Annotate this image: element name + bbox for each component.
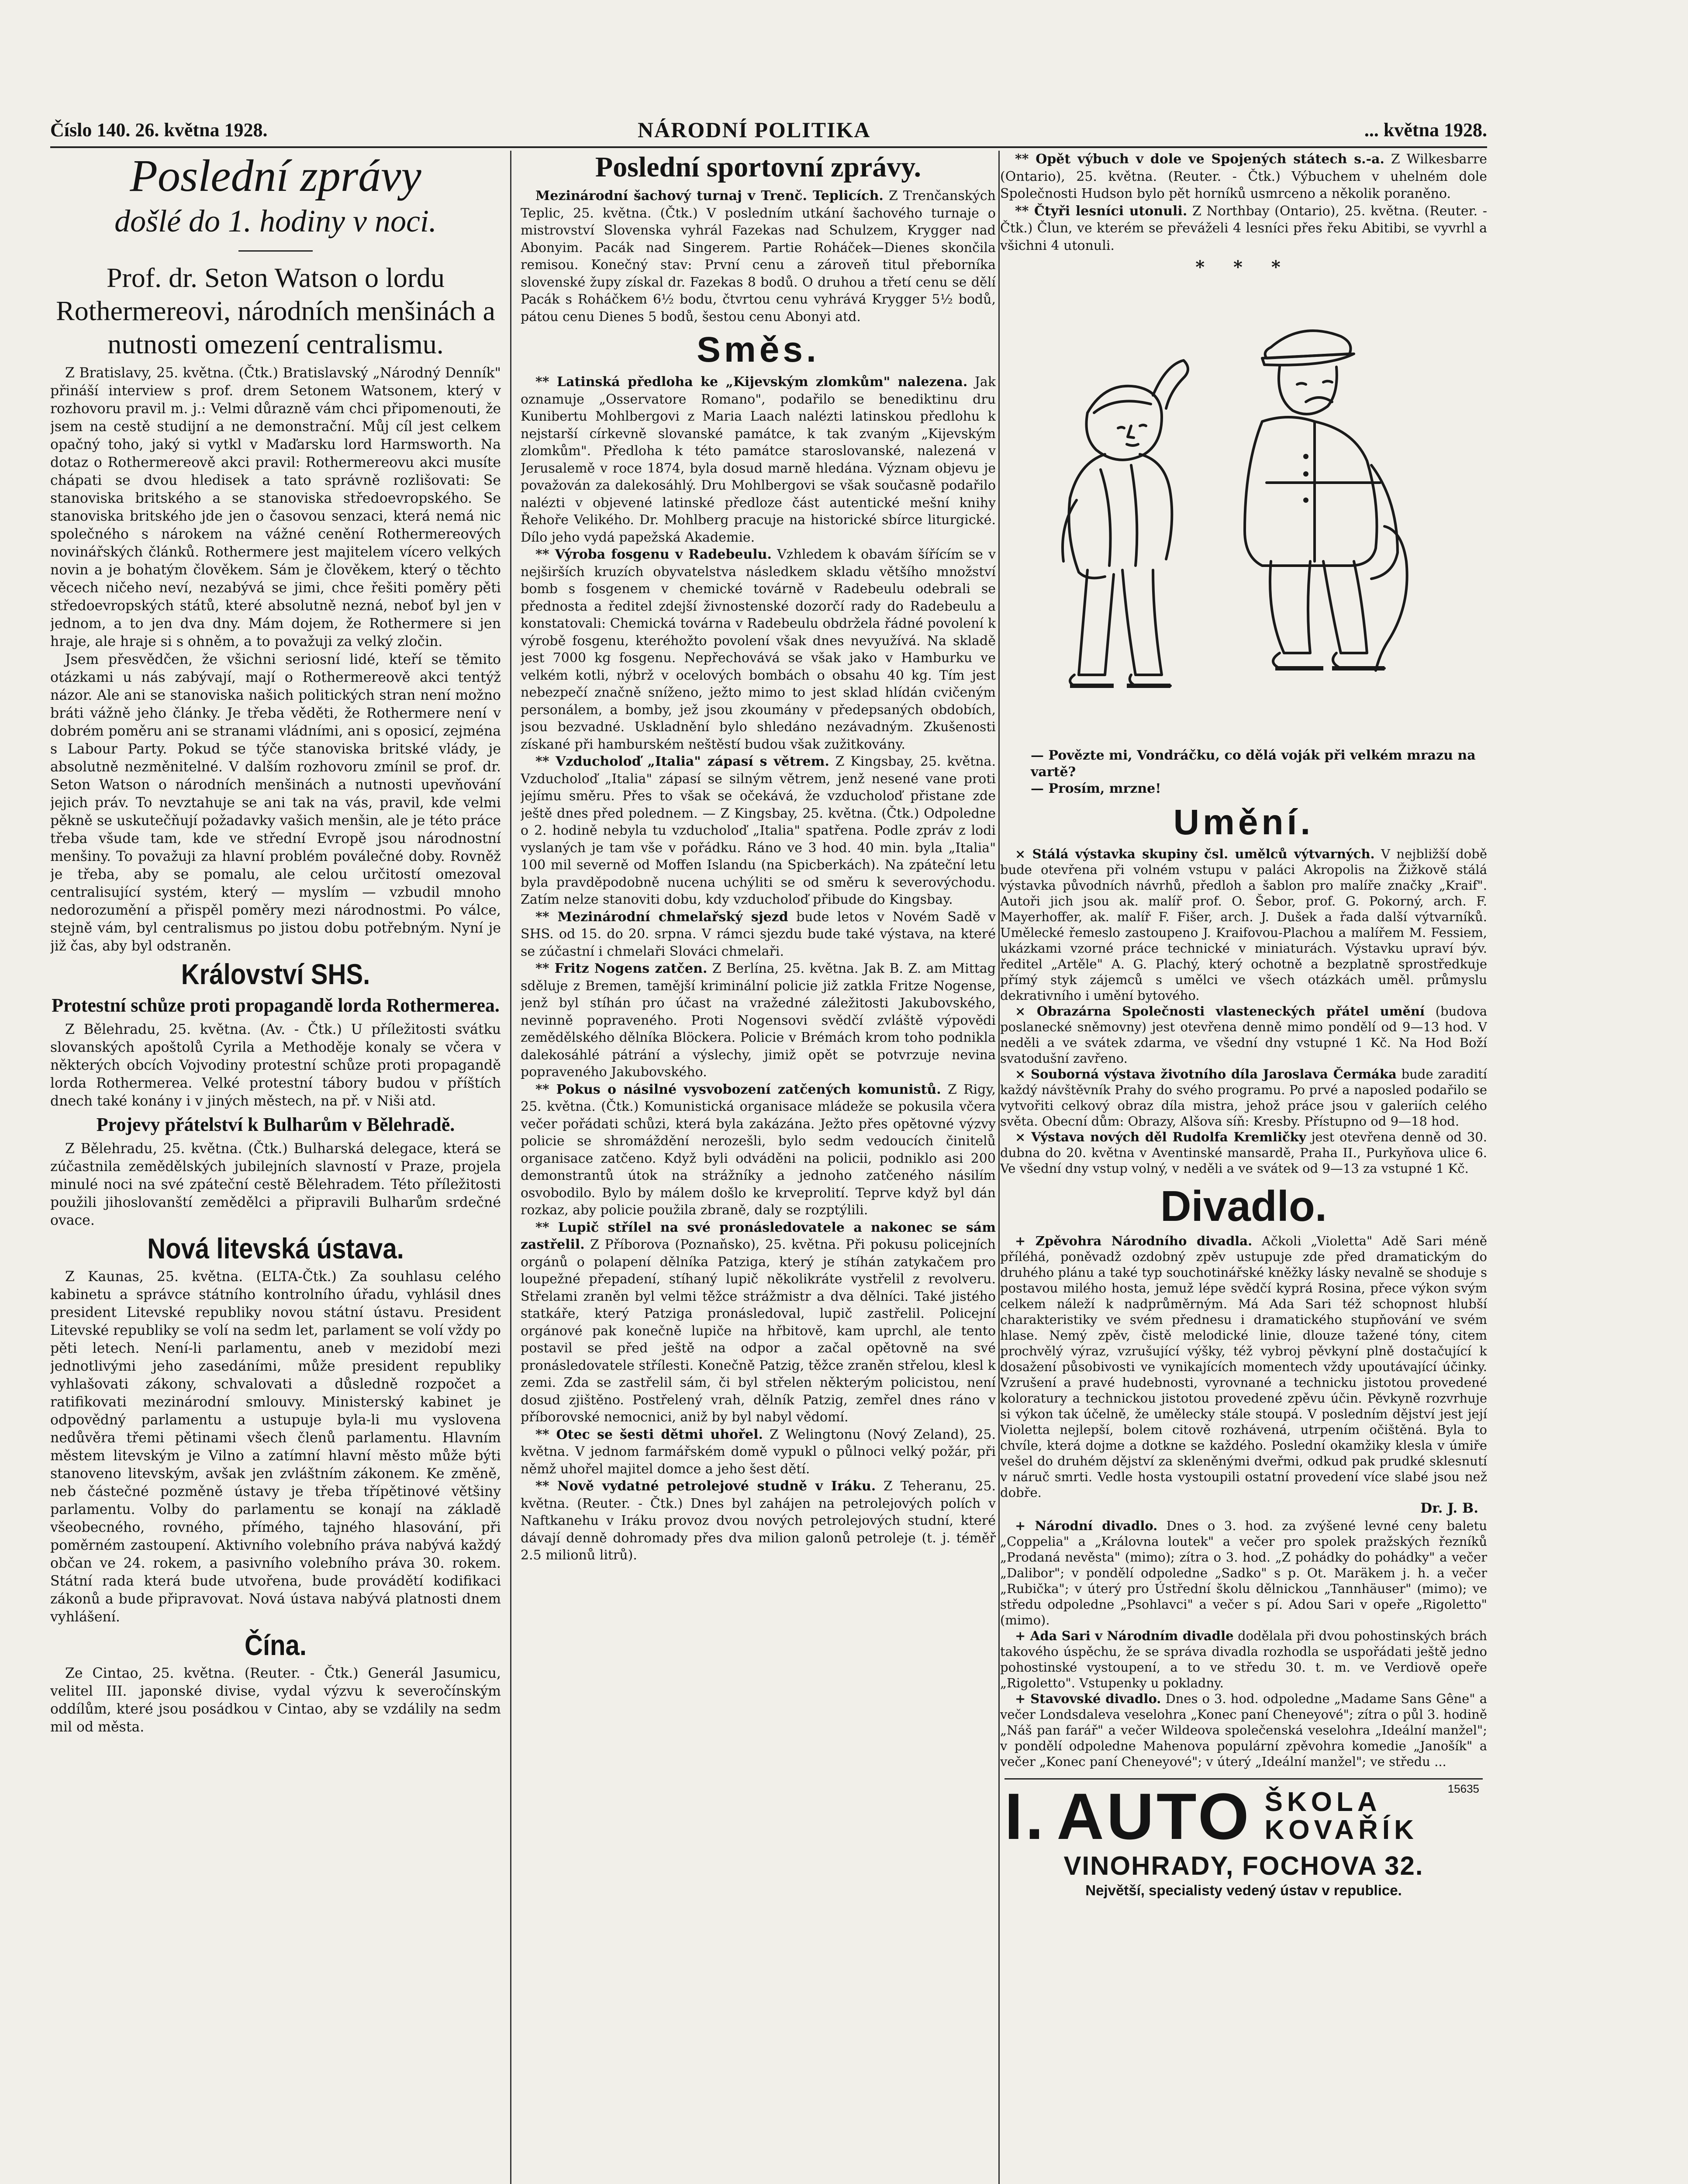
news-item bbox=[521, 1478, 996, 1564]
news-lead: ** Otec se šesti dětmi uhořel. bbox=[535, 1427, 763, 1442]
masthead: NÁRODNÍ POLITIKA bbox=[638, 117, 871, 142]
news-lead: ** Mezinárodní chmelařský sjezd bbox=[535, 909, 788, 925]
latest-news-title: Poslední zprávy bbox=[130, 151, 421, 201]
news-item bbox=[521, 753, 996, 909]
theatre-body: dodělala při dvou pohostinských brách takového úspěchu, že se správa divadla rozhodla se uspořádati ještě jedno pohostinské vystoupení, a to ve středu 30. t. m. ve Verdiově opeře „Rigoletto". Vstupenky u pokladny. bbox=[1000, 1628, 1487, 1690]
column-middle bbox=[521, 151, 996, 2184]
news-lead: ** Vzducholoď „Italia" zápasí s větrem. bbox=[535, 754, 829, 769]
news-lead: ** Lupič střílel na své pronásledovatele a nakonec se sám zastřelil. bbox=[521, 1220, 996, 1252]
art-body: jest otevřena denně od 30. dubna do 20. května v Aventinské mansardě, Praha II., Purkyňova ulice 6. Ve všední dny vstup volný, v neděli a ve svátek od 9—13 za vstupné 1 Kč. bbox=[1000, 1130, 1487, 1176]
theatre-body: Dnes o 3. hod. odpoledne „Madame Sans Gêne" a večer Londsdaleva veselohra „Konec paní Cheneyové"; zítra o půl 3. hodině „Náš pan farář" a večer Wildeova společenská veselohra „Ideální manžel"; v pondělí odpoledne Mahenova populární zpěvohra komedie „Janošík" a večer „Konec paní Cheneyové"; v úterý „Ideální manžel"; ve středu ... bbox=[1000, 1691, 1487, 1769]
news-body: Z Wilkesbarre (Ontario), 25. května. (Reuter. - Čtk.) Výbuchem v uhelném dole Společnosti Hudson bylo pět horníků usmrceno a několik poraněno. bbox=[1000, 152, 1487, 201]
theatre-heading: Divadlo. bbox=[1160, 1182, 1327, 1230]
news-item bbox=[521, 960, 996, 1081]
watson-article-cont: Jsem přesvědčen, že všichni seriosní lidé, kteří se těmito otázkami u nás zabývají, mají o Rothermereově akci tentýž názor. Ale ani se stanoviska našich politických stran není možno bráti vážně jeho články. Je třeba věděti, že Rothermere není v dobrém poměru ani se stranami vládními, ani s oposicí, zejména s Labour Party. Pokud se týče stanoviska britské vlády, je absolutně nezměnitelné. V dalším rozhovoru zmínil se prof. dr. Seton Watson o národních menšinách a nutnosti upevňování jejich práv. To nevztahuje se ani tak na vás, pravil, kde velmi pěkně se uskutečňují požadavky vašich menšin, ale je této práce třeba všude tam, kde ve střední Evropě jsou národnostní menšiny. To považuji za hlavní problém poválečné doby. Rovněž je třeba, aby se pomalu, ale celou určitostí omezoval centralisující systém, který — myslím — vzbudil mnoho nedorozumění a přispěl poměry mezi národnostmi. Po válce, stejně vám, byl centralismus po jistou dobu potřebným. Nyní je již čas, aby byl odstraněn. bbox=[50, 652, 501, 954]
driving-school-advertisement bbox=[1005, 1778, 1483, 1900]
theatre-lead: + Zpěvohra Národního divadla. bbox=[1015, 1234, 1253, 1248]
news-lead: ** Nově vydatné petrolejové studně v Iráku. bbox=[535, 1479, 876, 1494]
section-dots: * * * bbox=[1195, 257, 1292, 277]
bulgaria-subheading: Projevy přátelství k Bulharům v Bělehradě. bbox=[96, 1114, 455, 1135]
latest-news-subtitle: došlé do 1. hodiny v noci. bbox=[114, 204, 437, 238]
theatre-item bbox=[1000, 1691, 1487, 1769]
issue-date: Číslo 140. 26. května 1928. bbox=[50, 119, 268, 141]
shs-article: Z Bělehradu, 25. května. (Av. - Čtk.) U příležitosti svátku slovanských apoštolů Cyrila a Methoděje konaly se včera v některých obcích Vojvodiny protestní schůze proti propagandě lorda Rothermerea. Velké protestní tábory budou v příštích dnech také konány i v jiných městech, na př. v Niši atd. bbox=[50, 1022, 501, 1109]
news-lead: ** Fritz Nogens zatčen. bbox=[535, 961, 708, 976]
news-body: Z Příborova (Poznaňsko), 25. května. Při pokusu policejních orgánů o polapení dělníka Patziga, který je stíhán zatykačem pro loupežné přepadení, stíhaný lupič několikráte vystřelil z revolveru. Střelami zraněn byl velmi těžce strážmistr a dva dělníci. Také jistého statkáře, který Patziga pronásledoval, lupič zastřelil. Policejní orgánové pak konečně lupiče na hřbitově, kam uprchl, ale tento postavil se před ještě na odpor a začal opětovně na své pronásledovatele střílesti. Konečně Patzig, těžce zraněn střelou, klesl k zemi. Zda se zastřelil sám, či byl střelen některým policistou, není dosud zjištěno. Postřelený vrah, dělník Patzig, zemřel dnes ráno v příborovské nemocnici, aniž by byl nabyl vědomí. bbox=[521, 1237, 996, 1425]
column-divider bbox=[510, 151, 511, 2184]
news-body: Z Welingtonu (Nový Zeland), 25. května. V jednom farmářském domě vypukl o půlnoci velký požár, při němž uhořel majitel domce a jeho šest dětí. bbox=[521, 1427, 996, 1477]
art-item bbox=[1000, 1003, 1487, 1066]
art-item bbox=[1000, 1129, 1487, 1176]
shs-heading: Království SHS. bbox=[181, 958, 370, 990]
theatre-body: Dnes o 3. hod. za zvýšené levné ceny baletu „Coppelia" a „Královna loutek" a večer pro spolek pražských řezníků „Prodaná nevěsta" (mimo); zítra o 3. hod. „Z pohádky do pohádky" a večer „Dalibor"; v pondělí odpoledne „Sadko" s p. Ot. Maräkem j. h. a večer „Rubička"; v úterý pro Ústřední školu dělnickou „Tannhäuser" (mimo); ve středu odpoledne „Psohlavci" a večer s pí. Adou Sari v opeře „Rigoletto" (mimo). bbox=[1000, 1518, 1487, 1628]
watson-headline: Prof. dr. Seton Watson o lordu Rothermereovi, národních menšinách a nutnosti omezení centralismu. bbox=[56, 262, 495, 359]
news-item bbox=[521, 373, 996, 546]
news-item bbox=[521, 1426, 996, 1478]
page-header bbox=[50, 114, 1487, 149]
news-body: bude letos v Novém Sadě v SHS. od 15. do 20. srpna. V rámci sjezdu bude také výstava, na které se zúčastní i chmelaři Slováci chmelaři. bbox=[521, 909, 996, 959]
theatre-item bbox=[1000, 1233, 1487, 1500]
art-heading: Umění. bbox=[1173, 802, 1314, 842]
news-body: Vzhledem k obavám šířícím se v nejširších kruzích obyvatelstva následkem skladu většího množství bomb s fosgenem v chemické továrně v Radebeulu odebrali se přednosta a ředitel zdejší živnostenské dozorčí rady do Radebeulu a konstatovali: Chemická továrna v Radebeulu obdržela řádné povolení k výrobě fosgenu, kteréhožto povolení však dnes nevyužívá. Na skladě jest 7000 kg fosgenu. Nepřechovává se však jako v Hamburku ve velkém kotli, nýbrž v ocelových bombách o obsahu 40 kg. Tím jest nebezpečí značně sníženo, ježto mimo to jest sklad hlídán cvičeným personálem, a bomby, jež jsou zkoumány v předepsaných obdobích, jsou bezvadné. Uskladnění bylo shledáno nezávadným. Zkušenosti získané při hamburském neštěstí budou však zužitkovány. bbox=[521, 547, 996, 752]
ad-skola: ŠKOLA bbox=[1264, 1787, 1381, 1817]
mix-heading: Směs. bbox=[697, 330, 820, 370]
theatre-lead: + Stavovské divadlo. bbox=[1015, 1691, 1161, 1706]
ad-stack bbox=[1265, 1788, 1418, 1844]
china-article: Ze Cintao, 25. května. (Reuter. - Čtk.) Generál Jasumicu, velitel III. japonské divise, vydal výzvu k severočínským oddílům, které jsou posádkou v Cintao, aby se vzdálily na sedm mil od města. bbox=[50, 1666, 501, 1735]
art-body: (budova poslanecké sněmovny) jest otevřena denně mimo pondělí od 9—13 hod. V neděli a ve svátek zdarma, ve všední dny vstupné 1 Kč. Na Hod Boží svatodušní zavřeno. bbox=[1000, 1004, 1487, 1066]
ad-auto: AUTO bbox=[1056, 1780, 1252, 1853]
ad-roman: I. bbox=[1005, 1780, 1046, 1853]
theatre-lead: + Národní divadlo. bbox=[1015, 1518, 1158, 1533]
art-lead: × Výstava nových děl Rudolfa Kremličky bbox=[1015, 1130, 1306, 1144]
column-divider bbox=[998, 151, 1000, 2184]
chess-body: Z Trenčanských Teplic, 25. května. (Čtk.) V posledním utkání šachového turnaje o mistrovství Slovenska vyhrál Fazekas nad Schulzem, Krygger nad Abonyim. Pacák nad Singerem. Partie Roháček—Dienes skončila remisou. Konečný stav: První cenu a zároveň titul přeborníka slovenské župy získal dr. Fazekas 8 bodů. O druhou a třetí cenu se dělí Pacák s Roháčkem 6½ bodu, čtvrtou cenu vyhrává Krygger 5½ bodů, pátou cenu Dienes 5 bodů, šestou cenu Abonyi atd. bbox=[521, 188, 996, 325]
header-rule bbox=[50, 146, 1487, 148]
news-item bbox=[521, 909, 996, 961]
bulgaria-article: Z Bělehradu, 25. května. (Čtk.) Bulharská delegace, která se zúčastnila zemědělských jubilejních slavností v Praze, projela minulé noci na své zpáteční cestě Bělehradem. Této příležitosti použili jihoslovanští zemědělci a připravili Bulharům srdečné ovace. bbox=[50, 1141, 501, 1228]
ad-title-row bbox=[1005, 1781, 1483, 1851]
theatre-lead: + Ada Sari v Národním divadle bbox=[1015, 1628, 1234, 1643]
news-lead: ** Čtyři lesníci utonuli. bbox=[1015, 203, 1187, 219]
news-body: Z Berlína, 25. května. Jak B. Z. am Mittag sděluje z Bremen, tamější kriminální policie již zatkla Fritze Nogense, jenž byl stíhán pro účast na vražedné záležitosti Jakubovského, nevinně popraveného. Proti Nogensovi svědčí zvláště výpovědi zemědělského dělníka Blöckera. Policie v Brémách krom toho podnikla dalekosáhlé pátrání a výslechy, jimiž opět se potvrzuje nevina popraveného Jakubovského. bbox=[521, 961, 996, 1080]
news-item bbox=[1000, 203, 1487, 255]
ad-number: 15635 bbox=[1447, 1782, 1479, 1795]
art-body: bude zaradití každý návštěvník Prahy do svého programu. Po prvé a naposled podařilo se vytvořiti celkový obraz díla mistra, jehož práce jsou v galeriích celého světa. Obecní dům: Obrazy, Alšova síň: Kresby. Přístupno od 9—18 hod. bbox=[1000, 1067, 1487, 1129]
art-lead: × Obrazárna Společnosti vlasteneckých přátel umění bbox=[1015, 1004, 1425, 1019]
watson-article: Z Bratislavy, 25. května. (Čtk.) Bratislavský „Národný Denník" přináší interview s prof. drem Setonem Watsonem, který v rozhovoru pravil m. j.: Velmi důrazně vám chci připomenouti, že jsem na cestě studijní a ne demonstrační. Můj cíl jest celkem opačný toho, jaký si vytkl v Maďarsku lord Harmsworth. Na dotaz o Rothermereově akci pravil: Rothermereovu akci musíte chápati se dvou hledisek a tato správně rozlišovati: Se stanoviska britského a se stanoviska středoevropského. Se stanoviska britského jde jen o časovou senzaci, která nemá nic společného s nárokem na vážné cenění Rothermereových novinářských článků. Rothermere jest majitelem vícero velkých novin a je bohatým člověkem. Sám je člověkem, který o těchto věcech ničeho neví, nezabývá se jimi, chce řešiti poměry pěti středoevropských států, které absolutně nezná, neboť byl jen v jednom, a to jen dva dny. Mám dojem, že Rothermere si jen hraje, ale hraje si s ohněm, a to považuji za velký zločin. bbox=[50, 365, 501, 650]
chess-lead: Mezinárodní šachový turnaj v Trenč. Teplicích. bbox=[535, 188, 884, 204]
ad-kovarik: KOVAŘÍK bbox=[1264, 1815, 1418, 1845]
news-item bbox=[1000, 151, 1487, 203]
art-lead: × Souborná výstava životního díla Jaroslava Čermáka bbox=[1015, 1067, 1397, 1082]
news-body: Z Kingsbay, 25. května. Vzducholoď „Italia" zápasí se silným větrem, jenž nesené vane proti jejímu směru. Přes to však se očekává, že vzducholoď přistane zde ještě dnes před polednem. — Z Kingsbay, 25. května. (Čtk.) Odpoledne o 2. hodině nebyla tu vzducholoď „Italia" spatřena. Podle zpráv z lodi vyslaných je tam vše v pořádku. Ráno ve 3 hod. 40 min. byla „Italia" 100 mil severně od Moffen Islandu (na Spicberkách). Na zpáteční letu byla pravděpodobně nucena uchýliti se od směru k severovýchodu. Zatím nelze stanoviti dobu, kdy vzducholoď přibude do Kingsbay. bbox=[521, 754, 996, 907]
cartoon-caption-answer: — Prosím, mrzne! bbox=[1031, 781, 1161, 796]
art-item bbox=[1000, 1066, 1487, 1129]
news-lead: ** Pokus o násilné vysvobození zatčených komunistů. bbox=[535, 1082, 941, 1097]
theatre-body: Ačkoli „Violetta" Adě Sari méně příléhá, poněvadž ozdobný zpěv ustupuje zde před dramatickým do druhého plánu a také typ souchotinářské kněžky lásky nevalně se shoduje s postavou milého hosta, jemuž lépe svědčí kyprá Rosina, přece výkon svým celkem náleží k nadprůměrným. Má Ada Sari též schopnost hlubší charakteristiky ve svém přednesu i dramatického stupňování ve svém hlase. Nemý zpěv, čistě melodické linie, dlouze tažené tóny, citem prochvělý výraz, vzrušující výšky, též vybroj pěvkyní plně dostačující k dosažení působivosti ve vynikajících momentech vždy upoutávající účinky. Vzrušení a pravé hudebnosti, vyrovnané a technicku jistotou provedené koloratury a technickou jistotou provedené zpěvu účin. Pěvkyně rozvrhuje si výkon tak účelně, že umělecky stále stoupá. V posledním dějství jest její Violetta nejlepší, bolem citově rozhávená, utrpením očištěná. Byla to chvíle, která dojme a dotkne se každého. Poslední okamžiky klesla v úmiře vešel do druhém dějství za skleněnými dveřmi, odkud pak prudké sklesnutí v náruč smrti. Vedle hosta vystoupili ostatní provedení více slabé jsou než dobře. bbox=[1000, 1234, 1487, 1500]
shs-subheading: Protestní schůze proti propagandě lorda Rothermerea. bbox=[52, 995, 500, 1016]
theatre-item bbox=[1000, 1518, 1487, 1628]
news-body: Jak oznamuje „Osservatore Romano", podařilo se benediktinu dru Kunibertu Mohlbergovi z Maria Laach nalézti latinskou předlohu k nejstarší církevně slovanské památce, k tak zvaným „Kijevským zlomkům". Předloha k této památce staroslovanské, nalezená v Jerusalemě v roce 1874, byla dosud marně hledána. Význam objevu je považován za dalekosáhlý. Dru Mohlbergovi se však současně podařilo nalézti v objevené latinské předloze část autentické mešní knihy Řehoře Velikého. Dr. Mohlberg pracuje na historické sbírce liturgické. Dílo jeho vydá papežská Akademie. bbox=[521, 374, 996, 545]
sport-heading: Poslední sportovní zprávy. bbox=[595, 151, 922, 183]
lithuania-article: Z Kaunas, 25. května. (ELTA-Čtk.) Za souhlasu celého kabinetu a správce státního kontrolního úřadu, vyhlásil dnes president Litevské republiky novou státní ústavu. President Litevské republiky se volí na sedm let, parlament se volí vždy po pěti letech. Není-li parlamentu, aneb v mezidobí mezi jednotlivými jeho zasedáními, může president republiky vyhlašovati zákony, schvalovati a důsledně rozpočet a ratifikovati mezinárodní smlouvy. Ministerský kabinet je odpovědný parlamentu a ustupuje byla-li mu vyslovena nedůvěra třemi pětinami všech členů parlamentu. Hlavním městem litevským je Vilno a zatímní hlavní město může býti stanoveno litevským, avšak jen zvláštním zákonem. Ke změně, neb částečné pozměně ústavy je třeba třípětinové většiny parlamentu. Volby do parlamentu se konají na základě všeobecného, rovného, přímého, tajného hlasování, při poměrném zastoupení. Aktivního volebního práva nabývá každý občan ve 24. rokem, a pasivního volebního práva 30. rokem. Státní rada která bude utvořena, bude provádětí kodifikaci zákonů a bude připravovat. Nová ústava nabývá platnosti dnem vyhlášení. bbox=[50, 1269, 501, 1625]
news-body: Z Rigy, 25. května. (Čtk.) Komunistická organisace mládeže se pokusila včera večer pořádati schůzi, která byla zakázána. Ježto přes opětovné výzvy policie se shromáždění nerozešli, bylo sedm vedoucích činitelů organisace zatčeno. Když byli odváděni na policii, podniklo asi 200 demonstrantů útok na strážníky a jednoho zatčeného násilím osvobodilo. Bylo by málem došlo ke krveprolití. Teprve když byl dán rozkaz, aby policie použila zbraně, daly se rozptýlili. bbox=[521, 1082, 996, 1218]
news-item bbox=[521, 1081, 996, 1219]
ad-address: VINOHRADY, FOCHOVA 32. bbox=[1063, 1851, 1424, 1880]
lithuania-heading: Nová litevská ústava. bbox=[147, 1232, 404, 1265]
news-body: Z Teheranu, 25. května. (Reuter. - Čtk.) Dnes byl zahájen na petrolejových polích v Naftkanehu v Iráku provoz dvou nových petrolejových studní, které dávají denně dohromady přes dva milion galonů petroleje (t. j. téměř 2.5 milionů litrů). bbox=[521, 1479, 996, 1563]
theatre-item bbox=[1000, 1628, 1487, 1691]
news-item bbox=[521, 546, 996, 753]
news-body: Z Northbay (Ontario), 25. května. (Reuter. - Čtk.) Člun, ve kterém se převáželi 4 lesníci přes řeku Abitibi, se vyvrhl a všichni 4 utonuli. bbox=[1000, 203, 1487, 253]
ad-tagline: Největší, specialisty vedený ústav v republice. bbox=[1085, 1882, 1402, 1898]
column-right bbox=[1000, 151, 1487, 2184]
china-heading: Čína. bbox=[244, 1629, 307, 1661]
divider bbox=[238, 250, 313, 252]
news-lead: ** Latinská předloha ke „Kijevským zlomkům" nalezena. bbox=[535, 374, 968, 390]
art-body: V nejbližší době bude otevřena při volném vstupu v paláci Akropolis na Žižkově stálá výstavka původních návrhů, předloh a šablon pro malíře značky „Kraif". Autoři jich jsou ak. malíř prof. O. Šebor, prof. G. Pokorný, arch. F. Mayerhoffer, ak. malíř F. Fišer, arch. J. Dušek a řada další výtvarníků. Umělecké řemeslo zastoupeno J. Kraifovou-Plachou a malířem M. Fessiem, ukázkami vzorné práce technické v miniaturách. Výstavku upraví býv. ředitel „Artěle" A. G. Plachý, který ochotně a bezplatně sprostředkuje přímý styk zájemců s umělci ve všech otázkách uměl. průmyslu dekrativního i umění bytového. bbox=[1000, 847, 1487, 1003]
cartoon-illustration bbox=[1000, 282, 1487, 745]
header-date-right: ... května 1928. bbox=[1364, 119, 1487, 141]
art-lead: × Stálá výstavka skupiny čsl. umělců výtvarných. bbox=[1015, 847, 1375, 861]
news-item bbox=[521, 1219, 996, 1426]
news-lead: ** Výroba fosgenu v Radebeulu. bbox=[535, 547, 772, 562]
art-item bbox=[1000, 846, 1487, 1003]
review-signature: Dr. J. B. bbox=[1420, 1500, 1478, 1516]
chess-article bbox=[521, 187, 996, 325]
news-lead: ** Opět výbuch v dole ve Spojených státech s.-a. bbox=[1015, 152, 1384, 167]
column-left bbox=[50, 151, 501, 2184]
cartoon-caption: — Povězte mi, Vondráčku, co dělá voják při velkém mrazu na vartě? bbox=[1031, 748, 1476, 780]
